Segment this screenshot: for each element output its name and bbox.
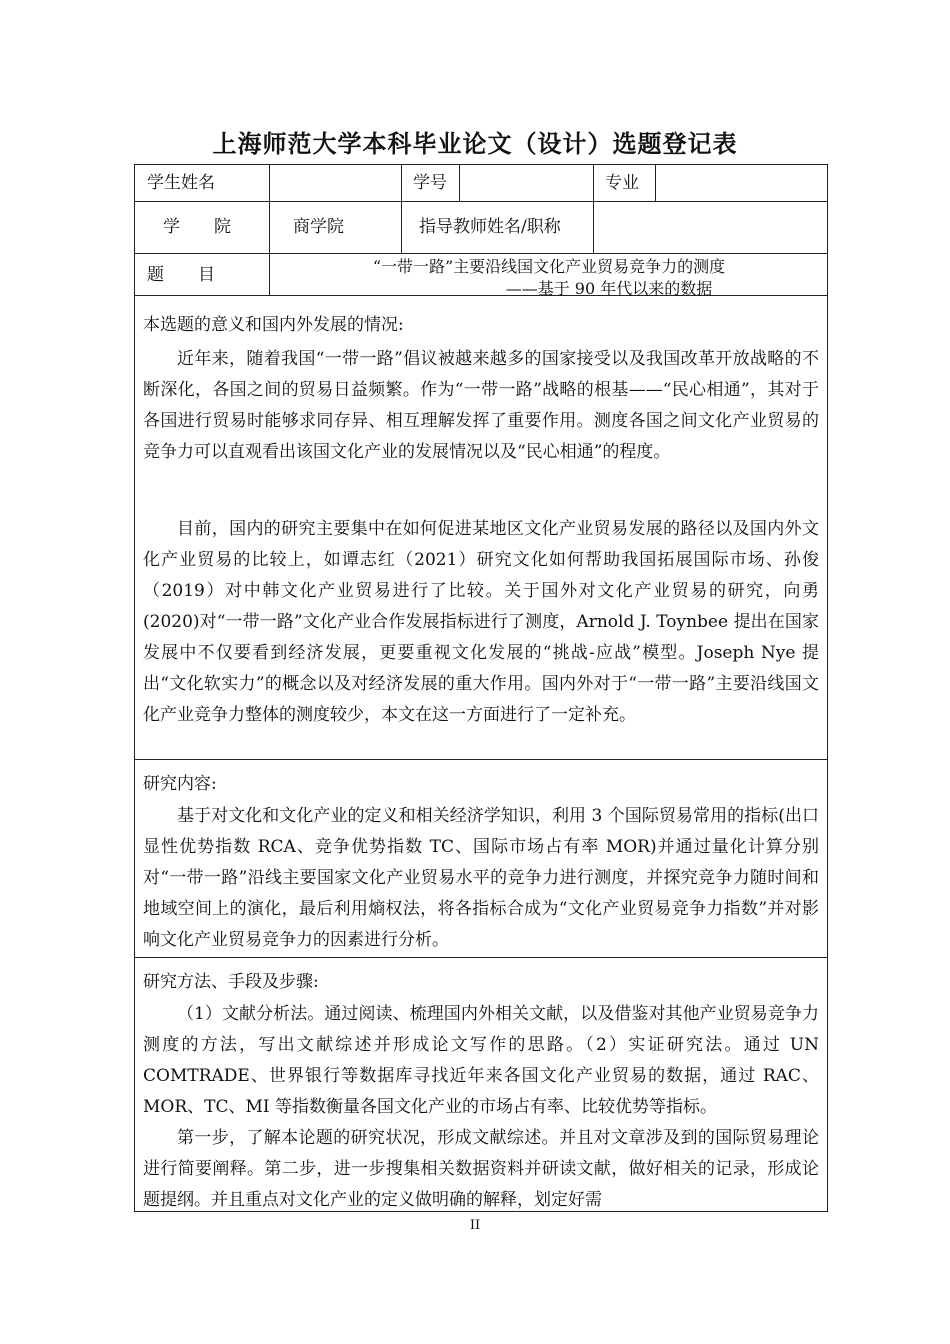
student-name-label: 学生姓名 bbox=[147, 173, 215, 193]
methods-paragraph-1: （1）文献分析法。通过阅读、梳理国内外相关文献，以及借鉴对其他产业贸易竞争力测度的方法，写出文献综述并形成论文写作的思路。（2）实证研究法。通过 UN COMTRADE、世界银行等数据库寻找近年来各国文化产业贸易的数据，通过 RAC、MOR、TC、MI 等指数衡量各国文化产业的市场占有率、比较优势等指标。 bbox=[143, 1004, 819, 1117]
row-divider bbox=[135, 759, 827, 760]
form-title: 上海师范大学本科毕业论文（设计）选题登记表 bbox=[212, 130, 738, 158]
topic-label: 题 目 bbox=[147, 265, 215, 285]
major-label: 专业 bbox=[605, 173, 639, 193]
topic-line-2: ——基于 90 年代以来的数据 bbox=[505, 279, 713, 298]
row-divider bbox=[135, 201, 827, 202]
content-heading: 研究内容: bbox=[143, 774, 217, 794]
col-divider bbox=[459, 165, 460, 201]
significance-heading: 本选题的意义和国内外发展的情况: bbox=[143, 315, 404, 335]
row-divider bbox=[135, 253, 827, 254]
col-divider bbox=[593, 165, 594, 201]
significance-paragraph-1: 近年来，随着我国“一带一路”倡议被越来越多的国家接受以及我国改革开放战略的不断深化，各国之间的贸易日益频繁。作为“一带一路”战略的根基——“民心相通”，其对于各国进行贸易时能够求同存异、相互理解发挥了重要作用。测度各国之间文化产业贸易的竞争力可以直观看出该国文化产业的发展情况以及“民心相通”的程度。 bbox=[143, 349, 819, 462]
content-paragraph-1: 基于对文化和文化产业的定义和相关经济学知识，利用 3 个国际贸易常用的指标(出口显性优势指数 RCA、竞争优势指数 TC、国际市场占有率 MOR)并通过量化计算分别对“一带一路”沿线主要国家文化产业贸易水平的竞争力进行测度，并探究竞争力随时间和地域空间上的演化，最后利用熵权法，将各指标合成为“文化产业贸易竞争力指数”并对影响文化产业贸易竞争力的因素进行分析。 bbox=[143, 806, 819, 950]
college-label: 学 院 bbox=[163, 217, 231, 237]
methods-heading: 研究方法、手段及步骤: bbox=[143, 972, 319, 992]
methods-paragraph-2: 第一步，了解本论题的研究状况，形成文献综述。并且对文章涉及到的国际贸易理论进行简要阐释。第二步，进一步搜集相关数据资料并研读文献，做好相关的记录，形成论题提纲。并且重点对文化产业的定义做明确的解释，划定好需 bbox=[143, 1128, 819, 1210]
col-divider bbox=[593, 201, 594, 253]
col-divider bbox=[401, 201, 402, 253]
student-id-label: 学号 bbox=[413, 173, 447, 193]
col-divider bbox=[655, 165, 656, 201]
row-divider bbox=[135, 957, 827, 958]
college-value: 商学院 bbox=[293, 217, 344, 237]
advisor-label: 指导教师姓名/职称 bbox=[419, 217, 561, 237]
significance-paragraph-2: 目前，国内的研究主要集中在如何促进某地区文化产业贸易发展的路径以及国内外文化产业贸易的比较上，如谭志红（2021）研究文化如何帮助我国拓展国际市场、孙俊（2019）对中韩文化产业贸易进行了比较。关于国外对文化产业贸易的研究，向勇(2020)对“一带一路”文化产业合作发展指标进行了测度，Arnold J. Toynbee 提出在国家发展中不仅要看到经济发展，更要重视文化发展的“挑战-应战”模型。Joseph Nye 提出“文化软实力”的概念以及对经济发展的重大作用。国内外对于“一带一路”主要沿线国文化产业竞争力整体的测度较少，本文在这一方面进行了一定补充。 bbox=[143, 519, 819, 725]
col-divider bbox=[401, 165, 402, 201]
registration-form bbox=[134, 164, 828, 1212]
page-number: II bbox=[469, 1218, 481, 1233]
topic-line-1: “一带一路”主要沿线国文化产业贸易竞争力的测度 bbox=[372, 257, 726, 276]
